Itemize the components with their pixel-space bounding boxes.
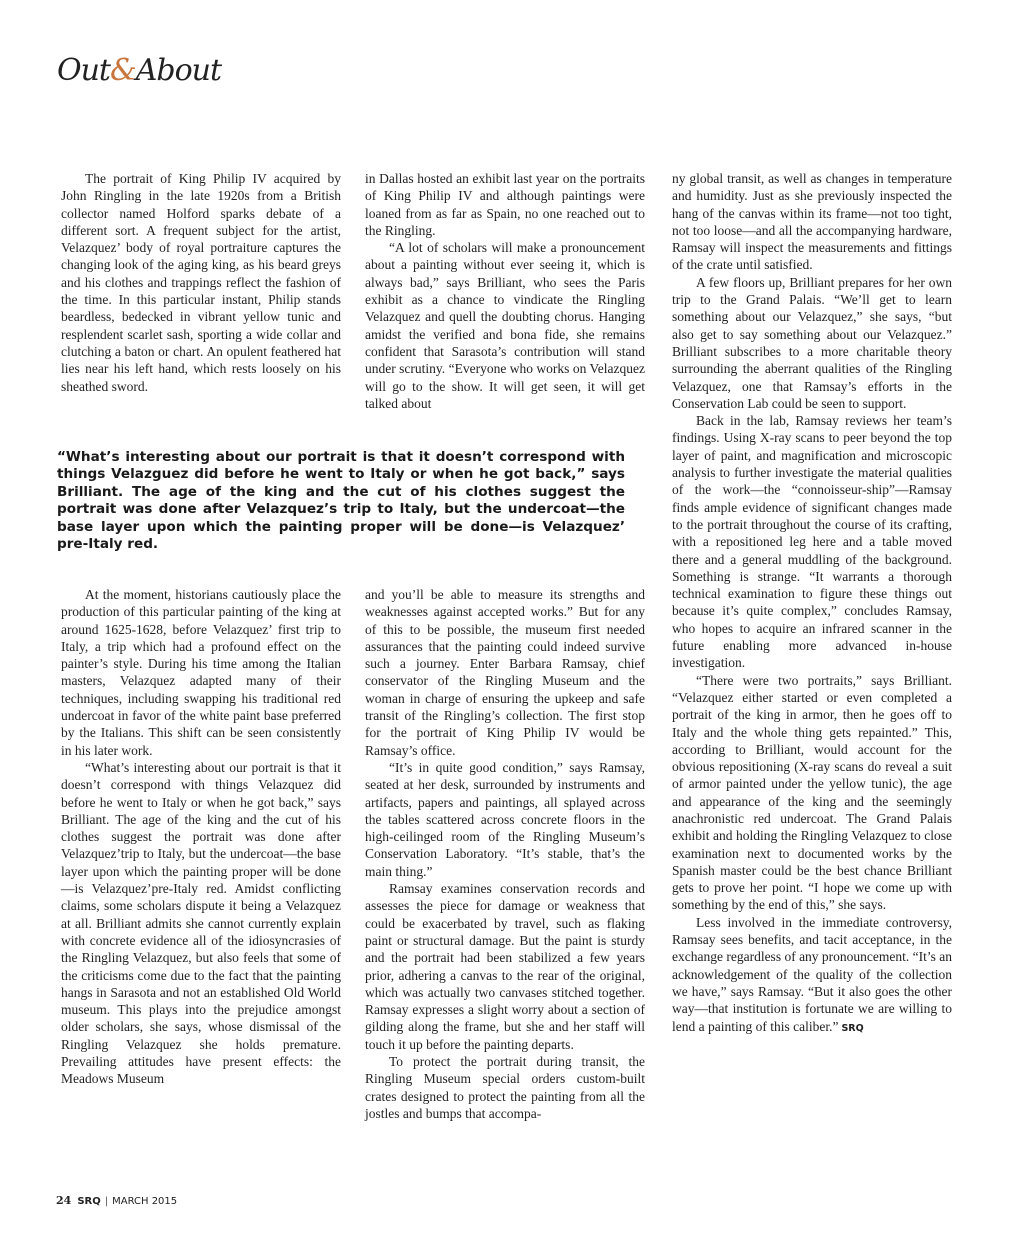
article-column-2 (365, 170, 645, 412)
paragraph: Ramsay examines conservation records and assesses the piece for damage or weakness that could be exacerbated by travel, such as flaking paint or structural damage. But the paint is sturdy and the portrait had been stabilized a few years prior, adhering a canvas to the rear of the original, which was actually two canvases stitched together. Ramsay expresses a slight worry about a section of gilding along the frame, but she and her staff will touch it up before the painting departs. (365, 881, 645, 1052)
section-title: Out&About (57, 53, 222, 88)
paragraph: A few floors up, Brilliant prepares for her own trip to the Grand Palais. “We’ll get to learn something about our Velazquez,” she says, “but also get to say something about our Velazquez.” Brilliant subscribes to a more charitable theory surrounding the aberrant qualities of the Ringling Velazquez, one that Ramsay’s efforts in the Conservation Lab could be seen to support. (672, 274, 952, 411)
paragraph-text: Less involved in the immediate controversy, Ramsay sees benefits, and tacit acceptance, in the exchange regardless of any pronouncement. “It’s an acknowledgement of the quality of the collection we have,” says Ramsay. “But it also goes the other way—that institution is fortunate we are willing to lend a painting of this caliber.” (672, 914, 953, 1034)
paragraph: ny global transit, as well as changes in temperature and humidity. Just as she previously inspected the hang of the canvas within its frame—not too tight, not too loose—and all the accompanying hardware, Ramsay will inspect the measurements and fittings of the crate until satisfied. (672, 171, 952, 273)
paragraph-last (672, 914, 952, 1037)
issue-date: MARCH 2015 (112, 1196, 178, 1207)
paragraph: and you’ll be able to measure its strengths and weaknesses against accepted works.” But for any of this to be possible, the museum first needed assurances that the painting could indeed survive such a journey. Enter Barbara Ramsay, chief conservator of the Ringling Museum and the woman in charge of ensuring the upkeep and safe transit of the Ringling’s collection. The first stop for the portrait of King Philip IV would be Ramsay’s office. (365, 587, 645, 758)
paragraph: Back in the lab, Ramsay reviews her team’s findings. Using X-ray scans to peer beyond the top layer of paint, and magnification and microscopic analysis to further investigate the material qualities of the work—the “connoisseur-ship”—Ramsay finds ample evidence of significant changes made to the portrait throughout the course of its crafting, with a repositioned leg here and a table moved there and a general muddling of the background. Something is strange. “It warrants a thorough technical examination to figure these things out because it’s quite complex,” concludes Ramsay, who hopes to acquire an infrared scanner in the future enabling more advanced in-house investigation. (672, 413, 952, 671)
page-number: 24 (56, 1194, 72, 1207)
footer-separator: | (104, 1196, 109, 1207)
paragraph: The portrait of King Philip IV acquired by John Ringling in the late 1920s from a British collector named Holford sparks debate of a different sort. A frequent subject for the artist, Velazquez’ body of royal portraiture captures the changing look of the aging king, as his beard greys and his clothes and trappings reflect the fashion of the time. In this particular instant, Philip stands beardless, bedecked in vibrant yellow tunic and resplendent scarlet sash, sporting a wide collar and clutching a baton or chart. An opulent feathered hat lies near his left hand, which rests loosely on his sheathed sword. (61, 171, 341, 394)
paragraph: in Dallas hosted an exhibit last year on the portraits of King Philip IV and although paintings were loaned from as far as Spain, no one reached out to the Ringling. (365, 171, 645, 238)
article-column-4 (61, 586, 341, 1088)
paragraph: To protect the portrait during transit, the Ringling Museum special orders custom-built crates designed to protect the painting from all the jostles and bumps that accompa- (365, 1054, 645, 1121)
paragraph: “It’s in quite good condition,” says Ramsay, seated at her desk, surrounded by instruments and artifacts, papers and paintings, all splayed across the tables scattered across concrete floors in the high-ceilinged room of the Ringling Museum’s Conservation Laboratory. “It’s stable, that’s the main thing.” (365, 759, 645, 879)
paragraph: At the moment, historians cautiously place the production of this particular painting of the king at around 1625-1628, before Velazquez’ first trip to Italy, a trip which had a profound effect on the painter’s style. During his time among the Italian masters, Velazquez adapted many of their techniques, including swapping his traditional red undercoat in favor of the white paint base preferred by the Italians. This shift can be seen consistently in his later work. (61, 587, 341, 758)
paragraph: “What’s interesting about our portrait is that it doesn’t correspond with things Velazquez did before he went to Italy or when he got back,” says Brilliant. The age of the king and the cut of his clothes suggest the portrait was done after Velazquez’trip to Italy, but the undercoat—the base layer upon which the painting proper will be done—is Velazquez’pre-Italy red. Amidst conflicting claims, some scholars dispute it being a Velazquez at all. Brilliant admits she cannot currently explain with concrete evidence all of the idiosyncrasies of the Ringling Velazquez, but also feels that some of the criticisms come due to the fact that the painting hangs in Sarasota and not an established Old World museum. This plays into the prejudice amongst older scholars, she says, whose dismissal of the Ringling Velazquez she holds premature. Prevailing attitudes have present effects: the Meadows Museum (61, 759, 341, 1087)
paragraph: “A lot of scholars will make a pronouncement about a painting without ever seeing it, which is always bad,” says Brilliant, who sees the Paris exhibit as a chance to vindicate the Ringling Velazquez and quell the doubting chorus. Hanging amidst the verified and bona fide, she remains confident that Sarasota’s contribution will stand under scrutiny. “Everyone who works on Velazquez will go to the show. It will get seen, it will get talked about (365, 240, 645, 411)
page-footer (56, 1194, 177, 1207)
article-column-5 (365, 586, 645, 1122)
magazine-name: SRQ (77, 1196, 101, 1207)
pull-quote: “What’s interesting about our portrait is that it doesn’t correspond with things Velazguez did before he went to Italy or when he got back,” says Brilliant. The age of the king and the cut of his clothes suggest the portrait was done after Velazquez’s trip to Italy, but the undercoat—the base layer upon which the painting proper will be done—is Velazquez’ pre-Italy red. (57, 449, 625, 553)
paragraph: “There were two portraits,” says Brilliant. “Velazquez either started or even completed a portrait of the king in armor, then he goes off to Italy and the whole thing gets repainted.” This, according to Brilliant, would account for the obvious repositioning (X-ray scans do reveal a suit of armor painted under the yellow tunic), the age and appearance of the king and the seemingly anachronistic red undercoat. The Grand Palais exhibit and holding the Ringling Velazquez to close examination next to documented works by the Spanish master could be the best chance Brilliant gets to prove her point. “I hope we come up with something by the end of this,” she says. (672, 672, 952, 913)
article-column-3 (672, 170, 952, 1037)
article-column-1 (61, 170, 341, 395)
end-mark: SRQ (841, 1022, 864, 1034)
